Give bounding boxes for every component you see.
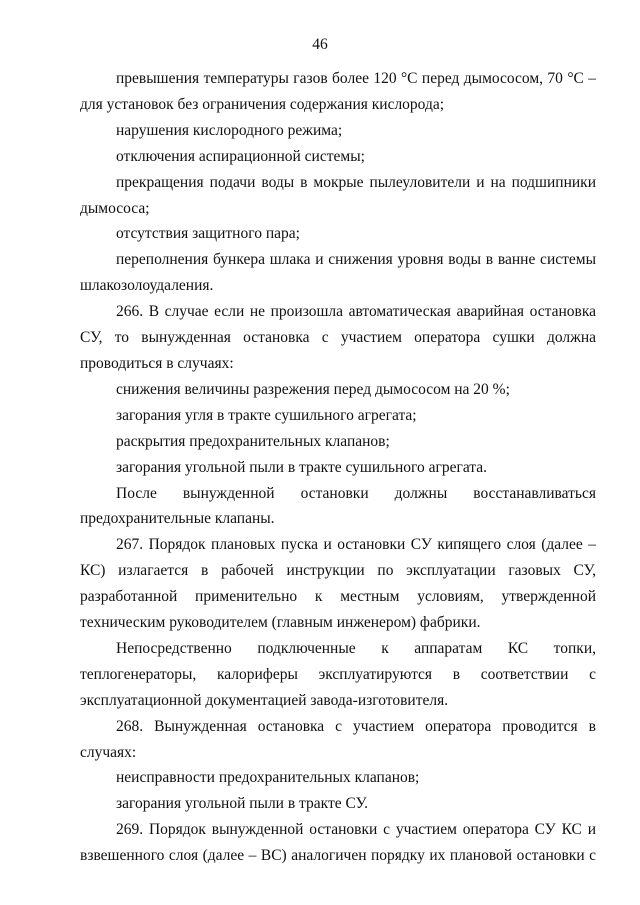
paragraph-text: 267. Порядок плановых пуска и остановки СУ кипящего слоя (далее – КС) излагается в рабочей инструкции по эксплуатации газовых СУ, разработанной применительно к местным условиям, утвержденной техническим руководителем (главным инженером) фабрики.: [80, 536, 596, 632]
document-body: [80, 66, 596, 869]
paragraph-text: отсутствия защитного пара;: [116, 225, 300, 243]
paragraph-text: нарушения кислородного режима;: [116, 121, 343, 139]
paragraph-text: После вынужденной остановки должны восстанавливаться предохранительные клапаны.: [80, 484, 596, 528]
paragraph-text: снижения величины разрежения перед дымососом на 20 %;: [116, 380, 510, 398]
paragraph-text: загорания угля в тракте сушильного агрегата;: [116, 406, 417, 424]
paragraph-text: переполнения бункера шлака и снижения уровня воды в ванне системы шлакозолоудаления.: [80, 251, 596, 295]
paragraph-text: загорания угольной пыли в тракте СУ.: [116, 795, 368, 813]
paragraph-text: отключения аспирационной системы;: [116, 147, 365, 165]
page-number: 46: [312, 36, 328, 53]
paragraph-text: 269. Порядок вынужденной остановки с участием оператора СУ КС и взвешенного слоя (далее – ВС) аналогичен порядку их плановой остановки с: [80, 821, 596, 865]
paragraph-text: загорания угольной пыли в тракте сушильного агрегата.: [116, 458, 488, 476]
paragraph-text: превышения температуры газов более 120 °С перед дымососом, 70 °С – для установок без ограничения содержания кислорода;: [80, 70, 596, 113]
paragraph-text: 266. В случае если не произошла автоматическая аварийная остановка СУ, то вынужденная остановка с участием оператора сушки должна проводиться в случаях:: [80, 303, 596, 372]
paragraph-text: 268. Вынужденная остановка с участием оператора проводится в случаях:: [80, 717, 596, 761]
paragraph-text: Непосредственно подключенные к аппаратам КС топки, теплогенераторы, калориферы эксплуатируются в соответствии с эксплуатационной документацией завода-изготовителя.: [80, 639, 596, 709]
paragraph-text: раскрытия предохранительных клапанов;: [116, 432, 390, 450]
paragraph-text: прекращения подачи воды в мокрые пылеуловители и на подшипники дымососа;: [80, 173, 596, 217]
paragraph-text: неисправности предохранительных клапанов;: [116, 769, 420, 787]
